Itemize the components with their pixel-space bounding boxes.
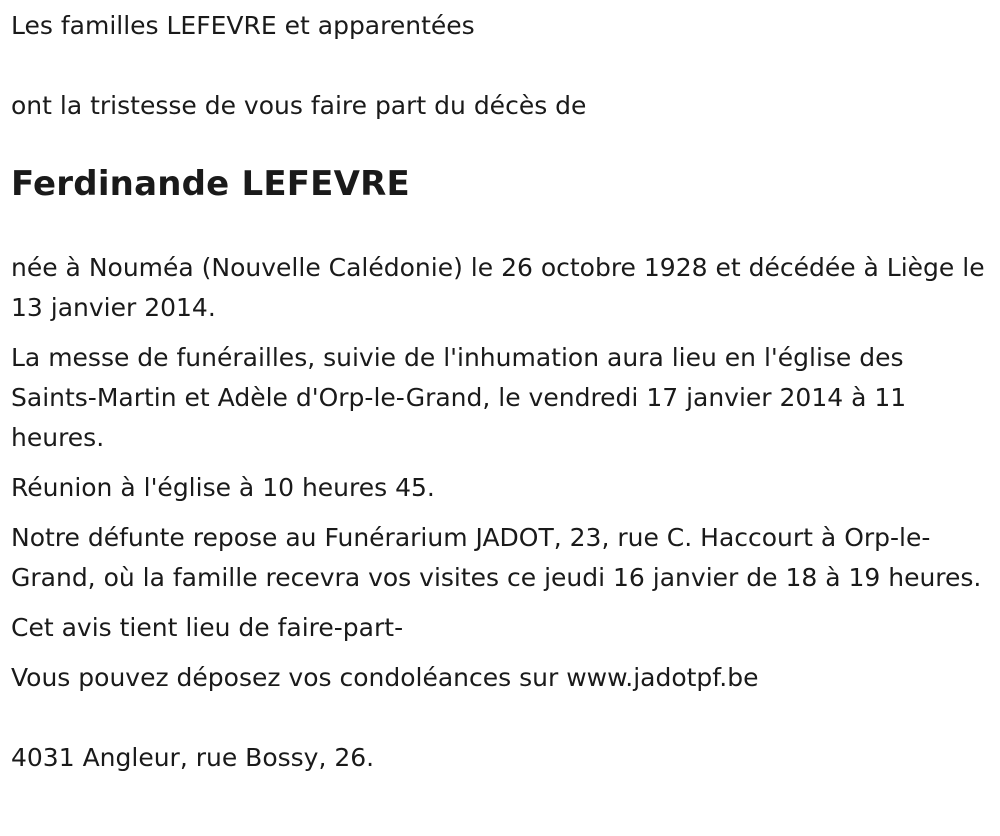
meeting-paragraph: Réunion à l'église à 10 heures 45.	[11, 473, 435, 502]
announcement-line: ont la tristesse de vous faire part du décès de	[11, 91, 587, 120]
death-notice	[11, 6, 986, 778]
families-line: Les familles LEFEVRE et apparentées	[11, 11, 475, 40]
address-line: 4031 Angleur, rue Bossy, 26.	[11, 743, 375, 772]
condolences-paragraph: Vous pouvez déposez vos condoléances sur www.jadotpf.be	[11, 663, 759, 692]
birth-death-paragraph: née à Nouméa (Nouvelle Calédonie) le 26 octobre 1928 et décédée à Liège le 13 janvier 2014.	[11, 253, 985, 322]
deceased-name: Ferdinande LEFEVRE	[11, 164, 410, 204]
notice-statement-paragraph: Cet avis tient lieu de faire-part-	[11, 613, 404, 642]
visitation-paragraph: Notre défunte repose au Funérarium JADOT, 23, rue C. Haccourt à Orp-le-Grand, où la famille recevra vos visites ce jeudi 16 janvier de 18 à 19 heures.	[11, 523, 982, 592]
funeral-paragraph: La messe de funérailles, suivie de l'inhumation aura lieu en l'église des Saints-Martin et Adèle d'Orp-le-Grand, le vendredi 17 janvier 2014 à 11 heures.	[11, 343, 907, 452]
